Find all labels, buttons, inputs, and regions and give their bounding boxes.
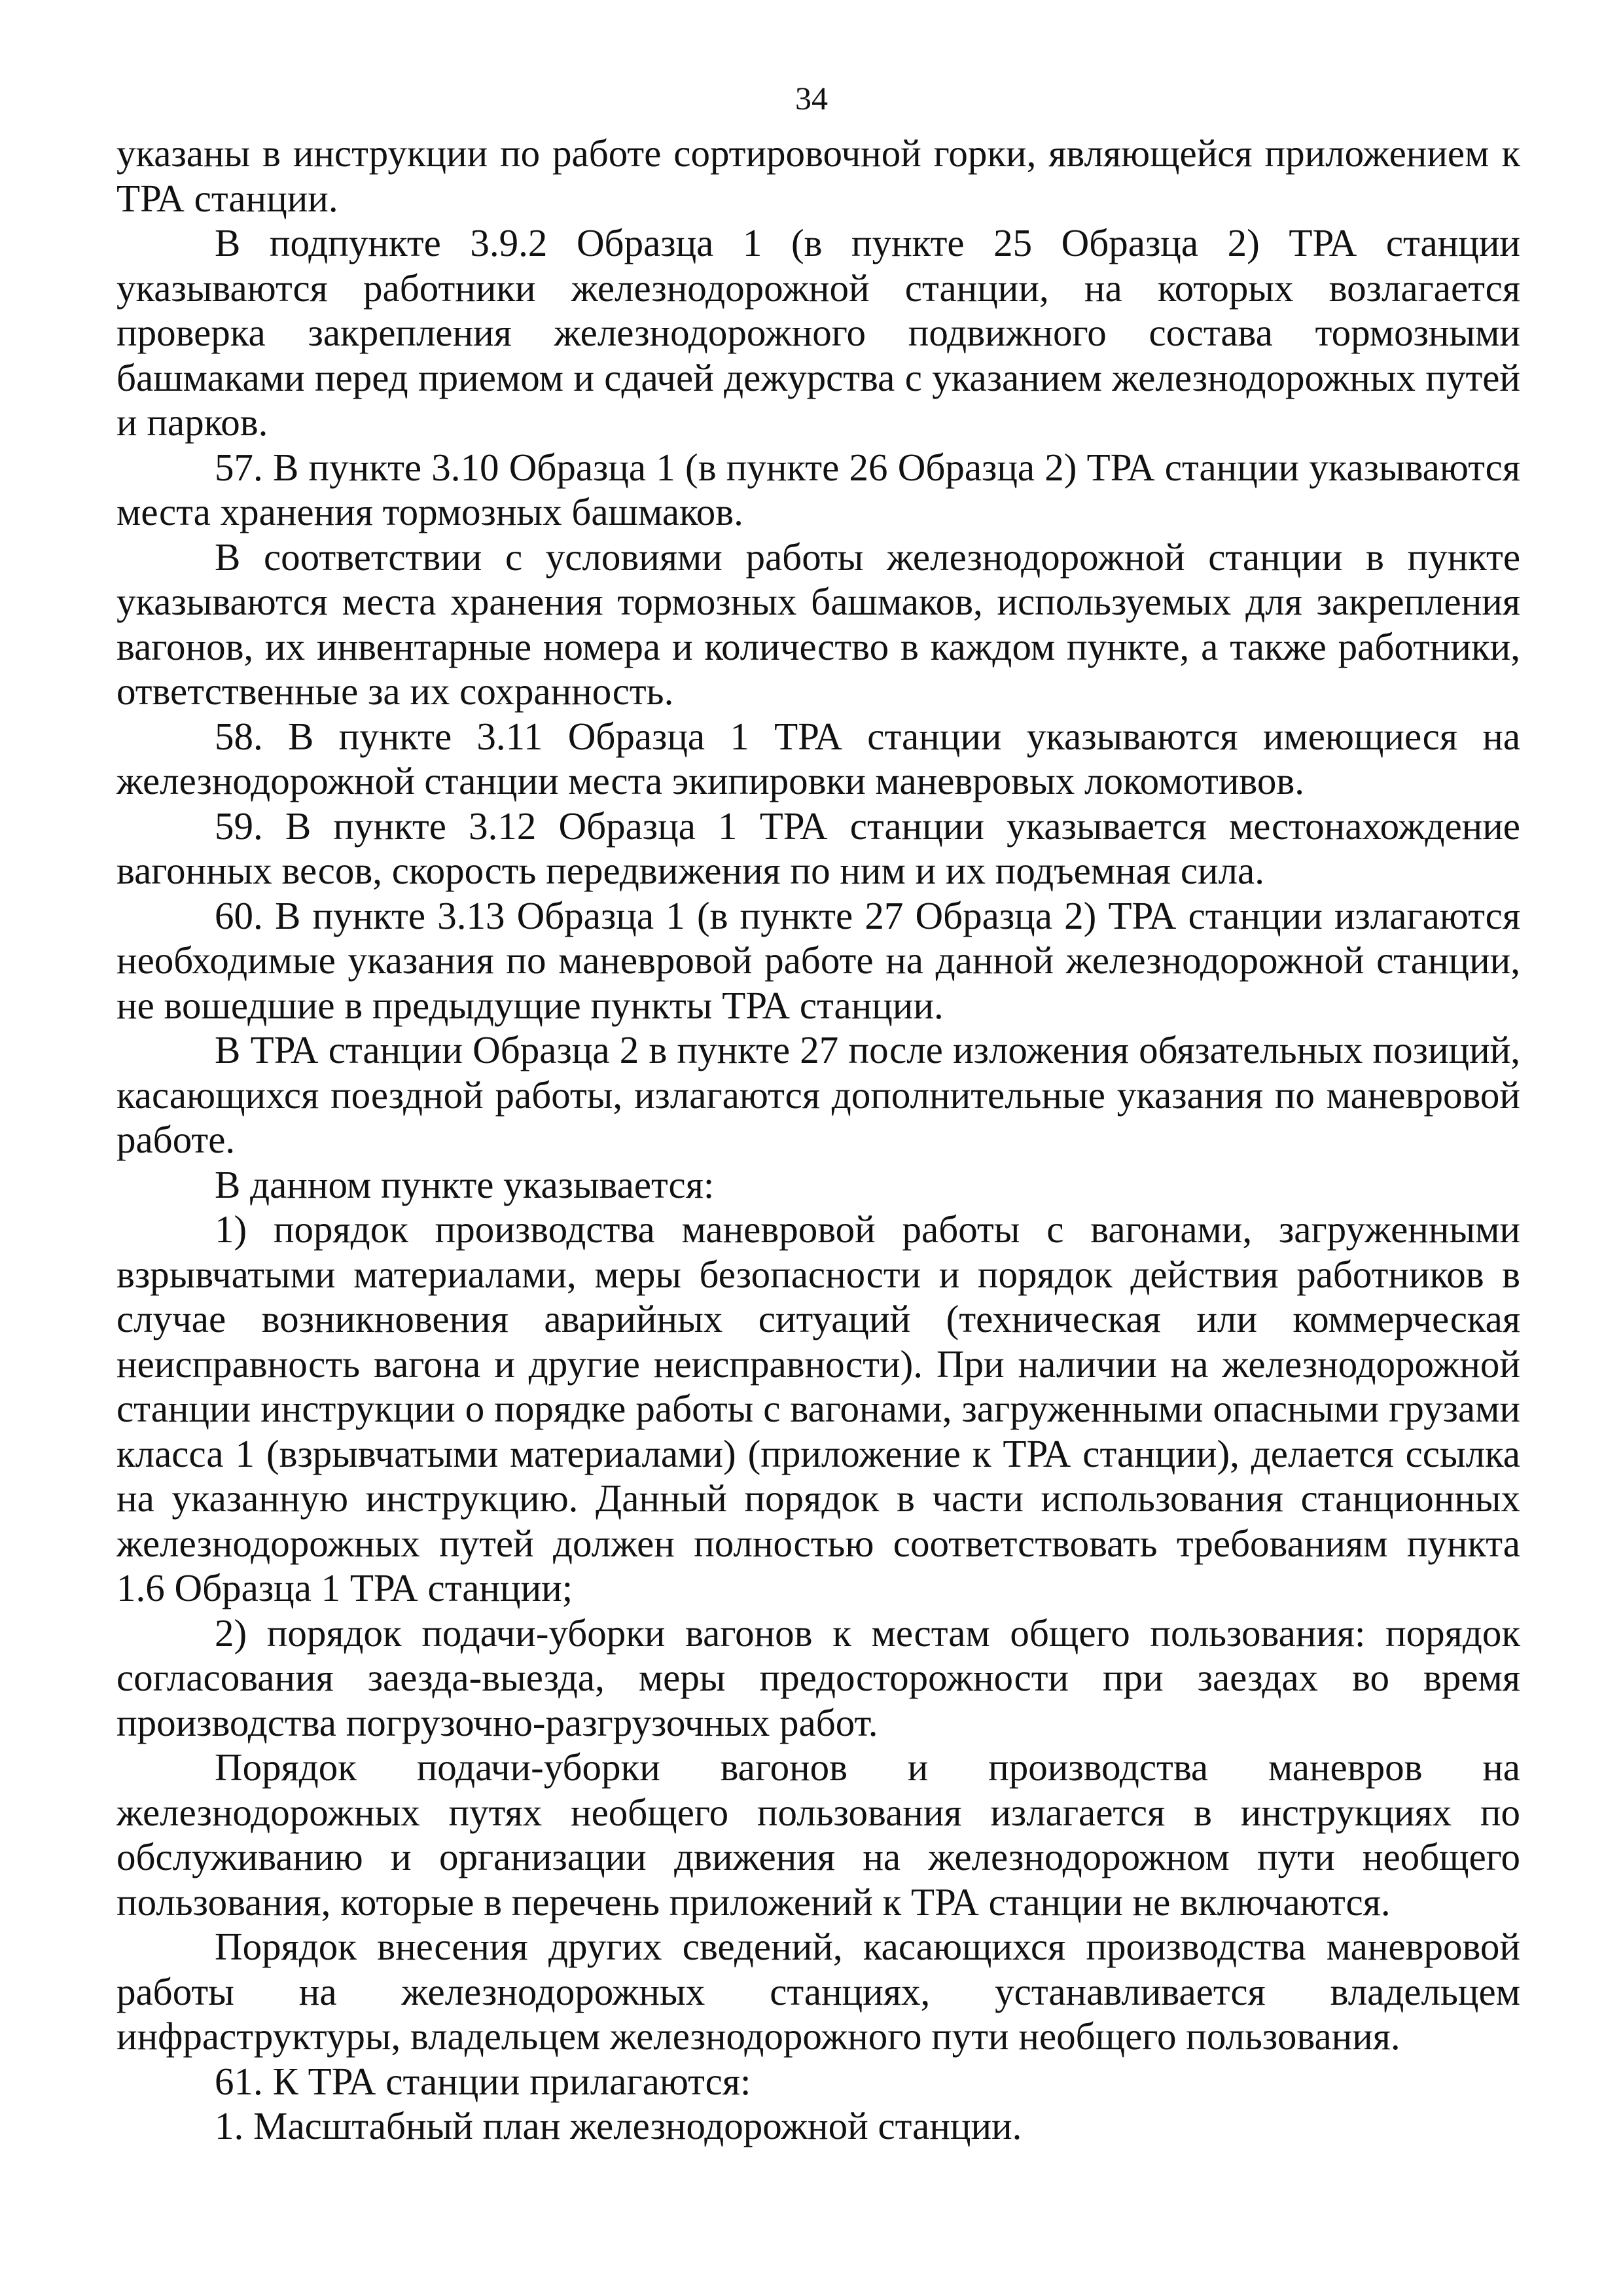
paragraph-item-61: 61. К ТРА станции прилагаются:: [215, 2059, 751, 2103]
paragraph: В подпункте 3.9.2 Образца 1 (в пункте 25 Образца 2) ТРА станции указываются работники железнодорожной станции, на которых возлагается проверка закрепления железнодорожного подвижного состава тормозными башмаками перед приемом и сдачей дежурства с указанием железнодорожных путей и парков.: [116, 221, 1520, 444]
paragraph-item-60: 60. В пункте 3.13 Образца 1 (в пункте 27 Образца 2) ТРА станции излагаются необходимые указания по маневровой работе на данной железнодорожной станции, не вошедшие в предыдущие пункты ТРА станции.: [116, 893, 1520, 1027]
paragraph-item-59: 59. В пункте 3.12 Образца 1 ТРА станции указывается местонахождение вагонных весов, скорость передвижения по ним и их подъемная сила.: [116, 804, 1520, 892]
page-number: 34: [795, 80, 828, 117]
list-item-2: 2) порядок подачи-уборки вагонов к местам общего пользования: порядок согласования заезда-выезда, меры предосторожности при заездах во время производства погрузочно-разгрузочных работ.: [116, 1611, 1520, 1744]
paragraph: В соответствии с условиями работы железнодорожной станции в пункте указываются места хранения тормозных башмаков, используемых для закрепления вагонов, их инвентарные номера и количество в каждом пункте, а также работники, ответственные за их сохранность.: [116, 535, 1520, 713]
list-item-1: 1) порядок производства маневровой работы с вагонами, загруженными взрывчатыми материалами, меры безопасности и порядок действия работников в случае возникновения аварийных ситуаций (техническая или коммерческая неисправность вагона и другие неисправности). При наличии на железнодорожной станции инструкции о порядке работы с вагонами, загруженными опасными грузами класса 1 (взрывчатыми материалами) (приложение к ТРА станции), делается ссылка на указанную инструкцию. Данный порядок в части использования станционных железнодорожных путей должен полностью соответствовать требованиям пункта 1.6 Образца 1 ТРА станции;: [116, 1208, 1520, 1609]
paragraph: В ТРА станции Образца 2 в пункте 27 после изложения обязательных позиций, касающихся поездной работы, излагаются дополнительные указания по маневровой работе.: [116, 1028, 1520, 1161]
document-body: [116, 131, 1520, 2149]
paragraph-continuation: указаны в инструкции по работе сортировочной горки, являющейся приложением к ТРА станции.: [116, 132, 1520, 220]
paragraph: В данном пункте указывается:: [215, 1162, 715, 1206]
paragraph: Порядок внесения других сведений, касающихся производства маневровой работы на железнодорожных станциях, устанавливается владельцем инфраструктуры, владельцем железнодорожного пути необщего пользования.: [116, 1925, 1520, 2058]
attachment-item-1: 1. Масштабный план железнодорожной станции.: [215, 2104, 1022, 2147]
paragraph-item-58: 58. В пункте 3.11 Образца 1 ТРА станции указываются имеющиеся на железнодорожной станции места экипировки маневровых локомотивов.: [116, 714, 1520, 802]
paragraph: Порядок подачи-уборки вагонов и производства маневров на железнодорожных путях необщего пользования излагается в инструкциях по обслуживанию и организации движения на железнодорожном пути необщего пользования, которые в перечень приложений к ТРА станции не включаются.: [116, 1746, 1520, 1924]
paragraph-item-57: 57. В пункте 3.10 Образца 1 (в пункте 26 Образца 2) ТРА станции указываются места хранения тормозных башмаков.: [116, 445, 1520, 533]
